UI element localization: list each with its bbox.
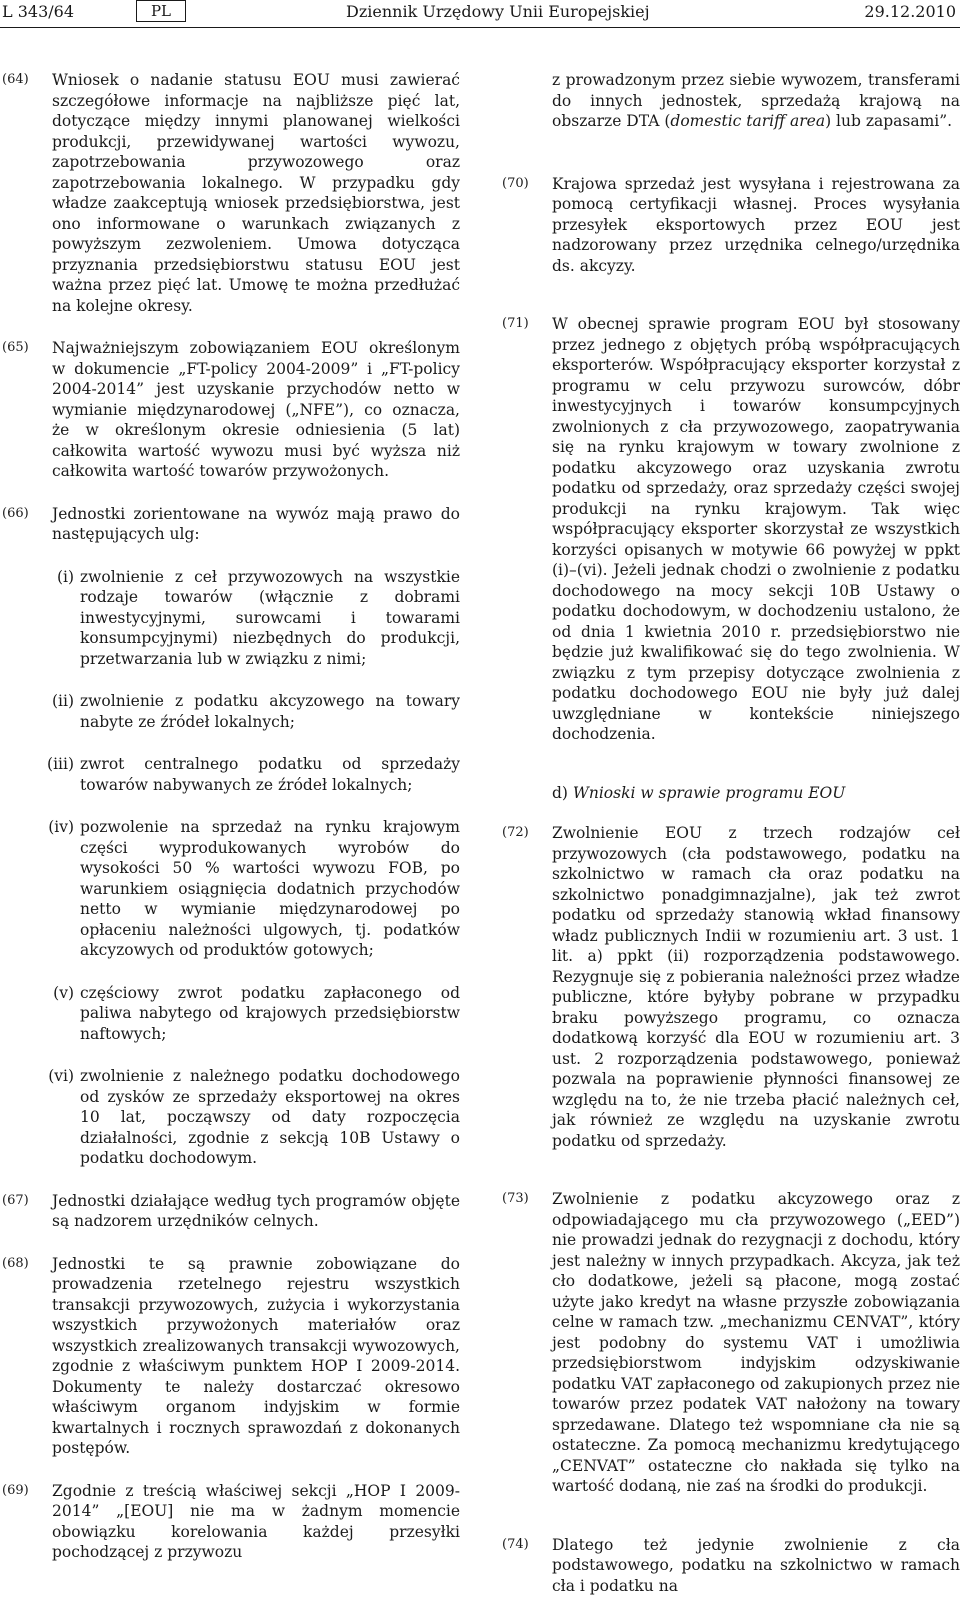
paragraph-69 — [0, 1481, 460, 1563]
list-item — [0, 691, 460, 732]
section-subheading — [500, 783, 960, 804]
paragraph-number: (74) — [502, 1536, 529, 1552]
header-rule — [0, 27, 960, 28]
subheading-text: Wnioski w sprawie programu EOU — [572, 783, 846, 802]
paragraph-number: (73) — [502, 1191, 529, 1206]
list-item-number: (i) — [56, 567, 74, 586]
left-column — [0, 70, 460, 1585]
paragraph-text: Najważniejszym zobowiązaniem EOU określonym w dokumencie „FT-policy 2004-2009” i „FT-policy 2004-2014” jest uzyskanie przychodów netto w wymianie międzynarodowej („NFE”), co oznacza, że w określonym okresie odniesienia (5 lat) całkowita wartość wywozu musi być wyższa niż całkowita wartość towarów przywożonych. — [52, 339, 460, 480]
list-item-text: zwolnienie z podatku akcyzowego na towary nabyte ze źródeł lokalnych; — [80, 692, 460, 731]
paragraph-number: (66) — [2, 505, 29, 521]
paragraph-text: Jednostki zorientowane na wywóz mają prawo do następujących ulg: — [52, 504, 460, 543]
list-item-number: (iv) — [48, 818, 74, 836]
language-code-box: PL — [136, 0, 186, 22]
page-header — [0, 0, 960, 30]
paragraph-number: (71) — [502, 316, 529, 331]
paragraph-text: Zgodnie z treścią właściwej sekcji „HOP I 2009-2014” „[EOU] nie ma w żadnym momencie obowiązku korelowania każdej przesyłki pochodzącej z przywozu — [52, 1481, 460, 1561]
paragraph-number: (72) — [502, 825, 529, 840]
paragraph-67 — [0, 1191, 460, 1232]
paragraph-73 — [500, 1189, 960, 1497]
list-item — [0, 567, 460, 670]
list-item-text: częściowy zwrot podatku zapłaconego od paliwa nabytego od krajowych przedsiębiorstw naftowych; — [80, 983, 460, 1043]
subheading-letter: d) — [552, 783, 568, 802]
journal-title: Dziennik Urzędowy Unii Europejskiej — [346, 2, 650, 21]
paragraph-text: Zwolnienie z podatku akcyzowego oraz z odpowiadającego mu cła przywozowego („EED”) nie prowadzi jednak do rezygnacji z dochodu, który jest należny w innych przypadkach. Akcyza, jak też cło dodatkowe, jeżeli są płacone, mogą zostać użyte jako kredyt na własne przyszłe zobowiązania celne w ramach tzw. „mechanizmu CENVAT”, który jest podobny do systemu VAT i umożliwia przedsiębiorstwom indyjskim odzyskiwanie podatku VAT zapłaconego od zakupionych przez nie towarów przez podatek VAT nałożony na towary sprzedawane. Dlatego też wspomniane cła nie są ostateczne. Za pomocą mechanizmu kredytującego „CENVAT” ostateczne cło nakłada się tylko na wartość dodaną, nie zaś na środki do produkcji. — [552, 1190, 960, 1495]
paragraph-text: W obecnej sprawie program EOU był stosowany przez jednego z objętych próbą współpracujących eksporterów. Współpracujący eksporter korzystał z programu w celu przywozu surowców, dóbr inwestycyjnych i towarów konsumpcyjnych zwolnionych z cła przywozowego, zaopatrywania się na rynku krajowym w towary zwolnione z podatku akcyzowego oraz uzyskania zwrotu podatku od sprzedaży, oraz sprzedaży części swojej produkcji na rynku krajowym. Tak więc współpracujący eksporter skorzystał ze wszystkich korzyści opisanych w motywie 66 powyżej w ppkt (i)–(vi). Jeżeli jednak chodzi o zwolnienie z podatku dochodowego na mocy sekcji 10B Ustawy o podatku dochodowym, w dochodzeniu ustalono, że od dnia 1 kwietnia 2010 r. przedsiębiorstwo nie będzie już kwalifikować się do tego zwolnienia. W związku z tym przepisy dotyczące zwolnienia z podatku dochodowego EOU nie były już dalej uwzględniane w kontekście niniejszego dochodzenia. — [552, 315, 960, 743]
paragraph-71 — [500, 314, 960, 745]
paragraph-68 — [0, 1254, 460, 1459]
paragraph-number: (67) — [2, 1192, 29, 1208]
paragraph-69-continuation — [500, 70, 960, 132]
right-column — [500, 70, 960, 1618]
paragraph-text: Dlatego też jedynie zwolnienie z cła podstawowego, podatku na szkolnictwo w ramach cła i podatku na — [552, 1535, 960, 1595]
paragraph-65 — [0, 338, 460, 482]
paragraph-number: (69) — [2, 1482, 29, 1498]
page-reference: L 343/64 — [2, 2, 74, 21]
paragraph-70 — [500, 174, 960, 277]
list-item-text: zwrot centralnego podatku od sprzedaży towarów nabywanych ze źródeł lokalnych; — [80, 755, 460, 794]
continuation-text-start: z prowadzonym przez siebie wywozem, transferami do innych jednostek, sprzedażą krajową na obszarze DTA ( — [552, 71, 960, 130]
list-item-text: zwolnienie z należnego podatku dochodowego od zysków ze sprzedaży eksportowej na okres 10 lat, począwszy od daty rozpoczęcia działalności, zgodnie z sekcją 10B Ustawy o podatku dochodowym. — [80, 1067, 460, 1167]
paragraph-64 — [0, 70, 460, 316]
paragraph-66 — [0, 504, 460, 545]
paragraph-number: (70) — [502, 175, 529, 191]
continuation-text-italic: domestic tariff area — [670, 112, 826, 130]
paragraph-text: Krajowa sprzedaż jest wysyłana i rejestrowana za pomocą certyfikacji własnej. Proces wysyłania przesyłek eksportowych przez EOU jest nadzorowany przez urzędnika celnego/urzędnika ds. akcyzy. — [552, 174, 960, 275]
paragraph-number: (64) — [2, 72, 29, 87]
paragraph-72 — [500, 823, 960, 1151]
list-item-number: (iii) — [47, 755, 74, 773]
publication-date: 29.12.2010 — [864, 2, 956, 21]
paragraph-text: Zwolnienie EOU z trzech rodzajów ceł przywozowych (cła podstawowego, podatku na szkolnictwo w ramach cła oraz podatku na szkolnictwo ponadgimnazjalne), jak też zwrot podatku od sprzedaży stanowią wkład finansowy władz publicznych Indii w rozumieniu art. 3 ust. 1 lit. a) ppkt (ii) rozporządzenia podstawowego. Rezygnuje się z pobierania należności przez władze publiczne, które byłyby pobrane w przypadku braku powyższego programu, co oznacza dodatkową korzyść dla EOU w rozumieniu art. 3 ust. 2 rozporządzenia podstawowego, ponieważ pozwala na poprawienie płynności finansowej ze względu na to, że nie trzeba płacić należnych ceł, jak również ze względu na uzyskanie zwrotu podatku od sprzedaży. — [552, 824, 960, 1150]
list-item-text: pozwolenie na sprzedaż na rynku krajowym części wyprodukowanych wyrobów do wysokości 50 % wartości wywozu FOB, po warunkiem osiągnięcia dodatnich przychodów netto w wymianie międzynarodowej po opłaceniu należności ulgowych, tj. podatków akcyzowych od produktów gotowych; — [80, 818, 460, 959]
list-item — [0, 754, 460, 795]
list-item-number: (vi) — [48, 1067, 74, 1085]
list-item — [0, 817, 460, 961]
list-item — [0, 1066, 460, 1169]
paragraph-number: (68) — [2, 1255, 29, 1271]
list-item-number: (ii) — [51, 692, 74, 710]
list-item-number: (v) — [53, 983, 74, 1002]
paragraph-text: Jednostki działające według tych programów objęte są nadzorem urzędników celnych. — [52, 1191, 460, 1230]
paragraph-74 — [500, 1535, 960, 1597]
paragraph-text: Wniosek o nadanie statusu EOU musi zawierać szczegółowe informacje na najbliższe pięć lat, dotyczące między innymi planowanej wielkości produkcji, przewidywanej wartości wywozu, zapotrzebowania przywozowego oraz zapotrzebowania lokalnego. W przypadku gdy władze zaakceptują wniosek przedsiębiorstwa, jest ono informowane o warunkach związanych z powyższym zezwoleniem. Umowa dotycząca przyznania przedsiębiorstwu statusu EOU jest ważna przez pięć lat. Umowę te można przedłużać na kolejne okresy. — [52, 71, 460, 315]
continuation-text-end: ) lub zapasami”. — [825, 112, 953, 130]
list-item — [0, 983, 460, 1045]
list-item-text: zwolnienie z ceł przywozowych na wszystkie rodzaje towarów (włącznie z dobrami inwestycyjnymi, surowcami i towarami konsumpcyjnymi) niezbędnych do produkcji, przetwarzania lub w związku z nimi; — [80, 567, 460, 668]
paragraph-text: Jednostki te są prawnie zobowiązane do prowadzenia rzetelnego rejestru wszystkich transakcji przywozowych, zużycia i wykorzystania wszystkich przywożonych materiałów oraz wszystkich zrealizowanych transakcji wywozowych, zgodnie z właściwym punktem HOP I 2009-2014. Dokumenty te należy dostarczać okresowo właściwym organom indyjskim w formie kwartalnych i rocznych sprawozdań z dokonanych postępów. — [52, 1254, 460, 1457]
paragraph-number: (65) — [2, 340, 29, 355]
